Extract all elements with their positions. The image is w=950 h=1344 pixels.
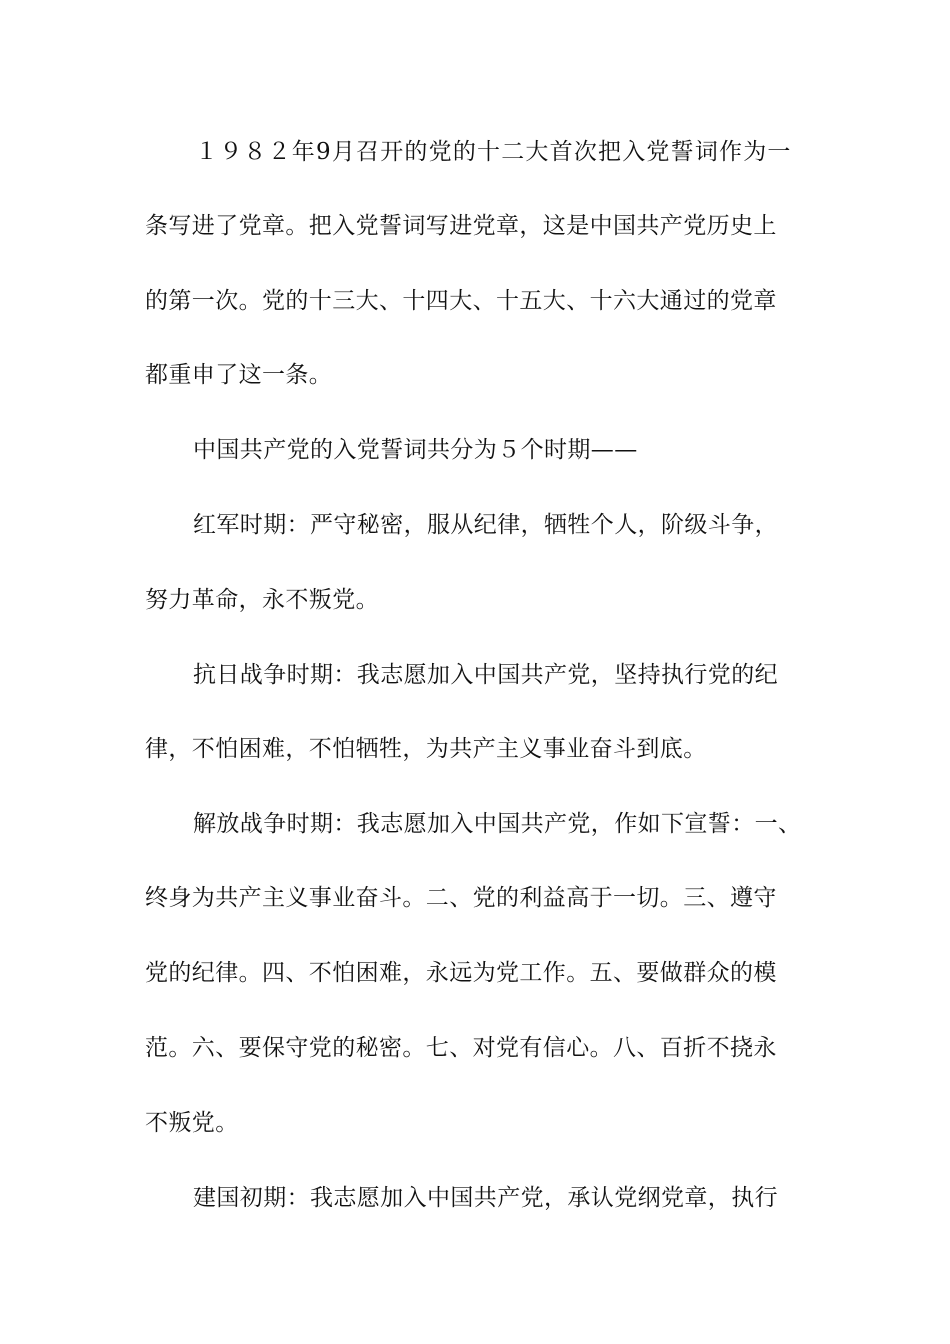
paragraph-5-line-4: 范。六、要保守党的秘密。七、对党有信心。八、百折不挠永 xyxy=(145,1035,777,1061)
paragraph-1-line-1: １９８２年9月召开的党的十二大首次把入党誓词作为一 xyxy=(195,139,792,165)
paragraph-6-line-1: 建国初期：我志愿加入中国共产党，承认党纲党章，执行 xyxy=(193,1185,778,1211)
paragraph-3-line-1: 红军时期：严守秘密，服从纪律，牺牲个人，阶级斗争， xyxy=(193,512,778,538)
paragraph-4-line-1: 抗日战争时期：我志愿加入中国共产党，坚持执行党的纪 xyxy=(193,662,778,688)
paragraph-1-line-4: 都重申了这一条。 xyxy=(145,362,333,388)
paragraph-1-line-2: 条写进了党章。把入党誓词写进党章，这是中国共产党历史上 xyxy=(145,213,777,239)
paragraph-3-line-2: 努力革命，永不叛党。 xyxy=(145,587,379,613)
paragraph-5-line-5: 不叛党。 xyxy=(145,1110,239,1136)
paragraph-1-line-3: 的第一次。党的十三大、十四大、十五大、十六大通过的党章 xyxy=(145,288,777,314)
paragraph-5-line-1: 解放战争时期：我志愿加入中国共产党，作如下宣誓：一、 xyxy=(193,811,802,837)
paragraph-2-line-1: 中国共产党的入党誓词共分为５个时期—— xyxy=(193,437,638,463)
paragraph-5-line-3: 党的纪律。四、不怕困难，永远为党工作。五、要做群众的模 xyxy=(145,960,777,986)
paragraph-5-line-2: 终身为共产主义事业奋斗。二、党的利益高于一切。三、遵守 xyxy=(145,885,777,911)
paragraph-4-line-2: 律，不怕困难，不怕牺牲，为共产主义事业奋斗到底。 xyxy=(145,736,707,762)
